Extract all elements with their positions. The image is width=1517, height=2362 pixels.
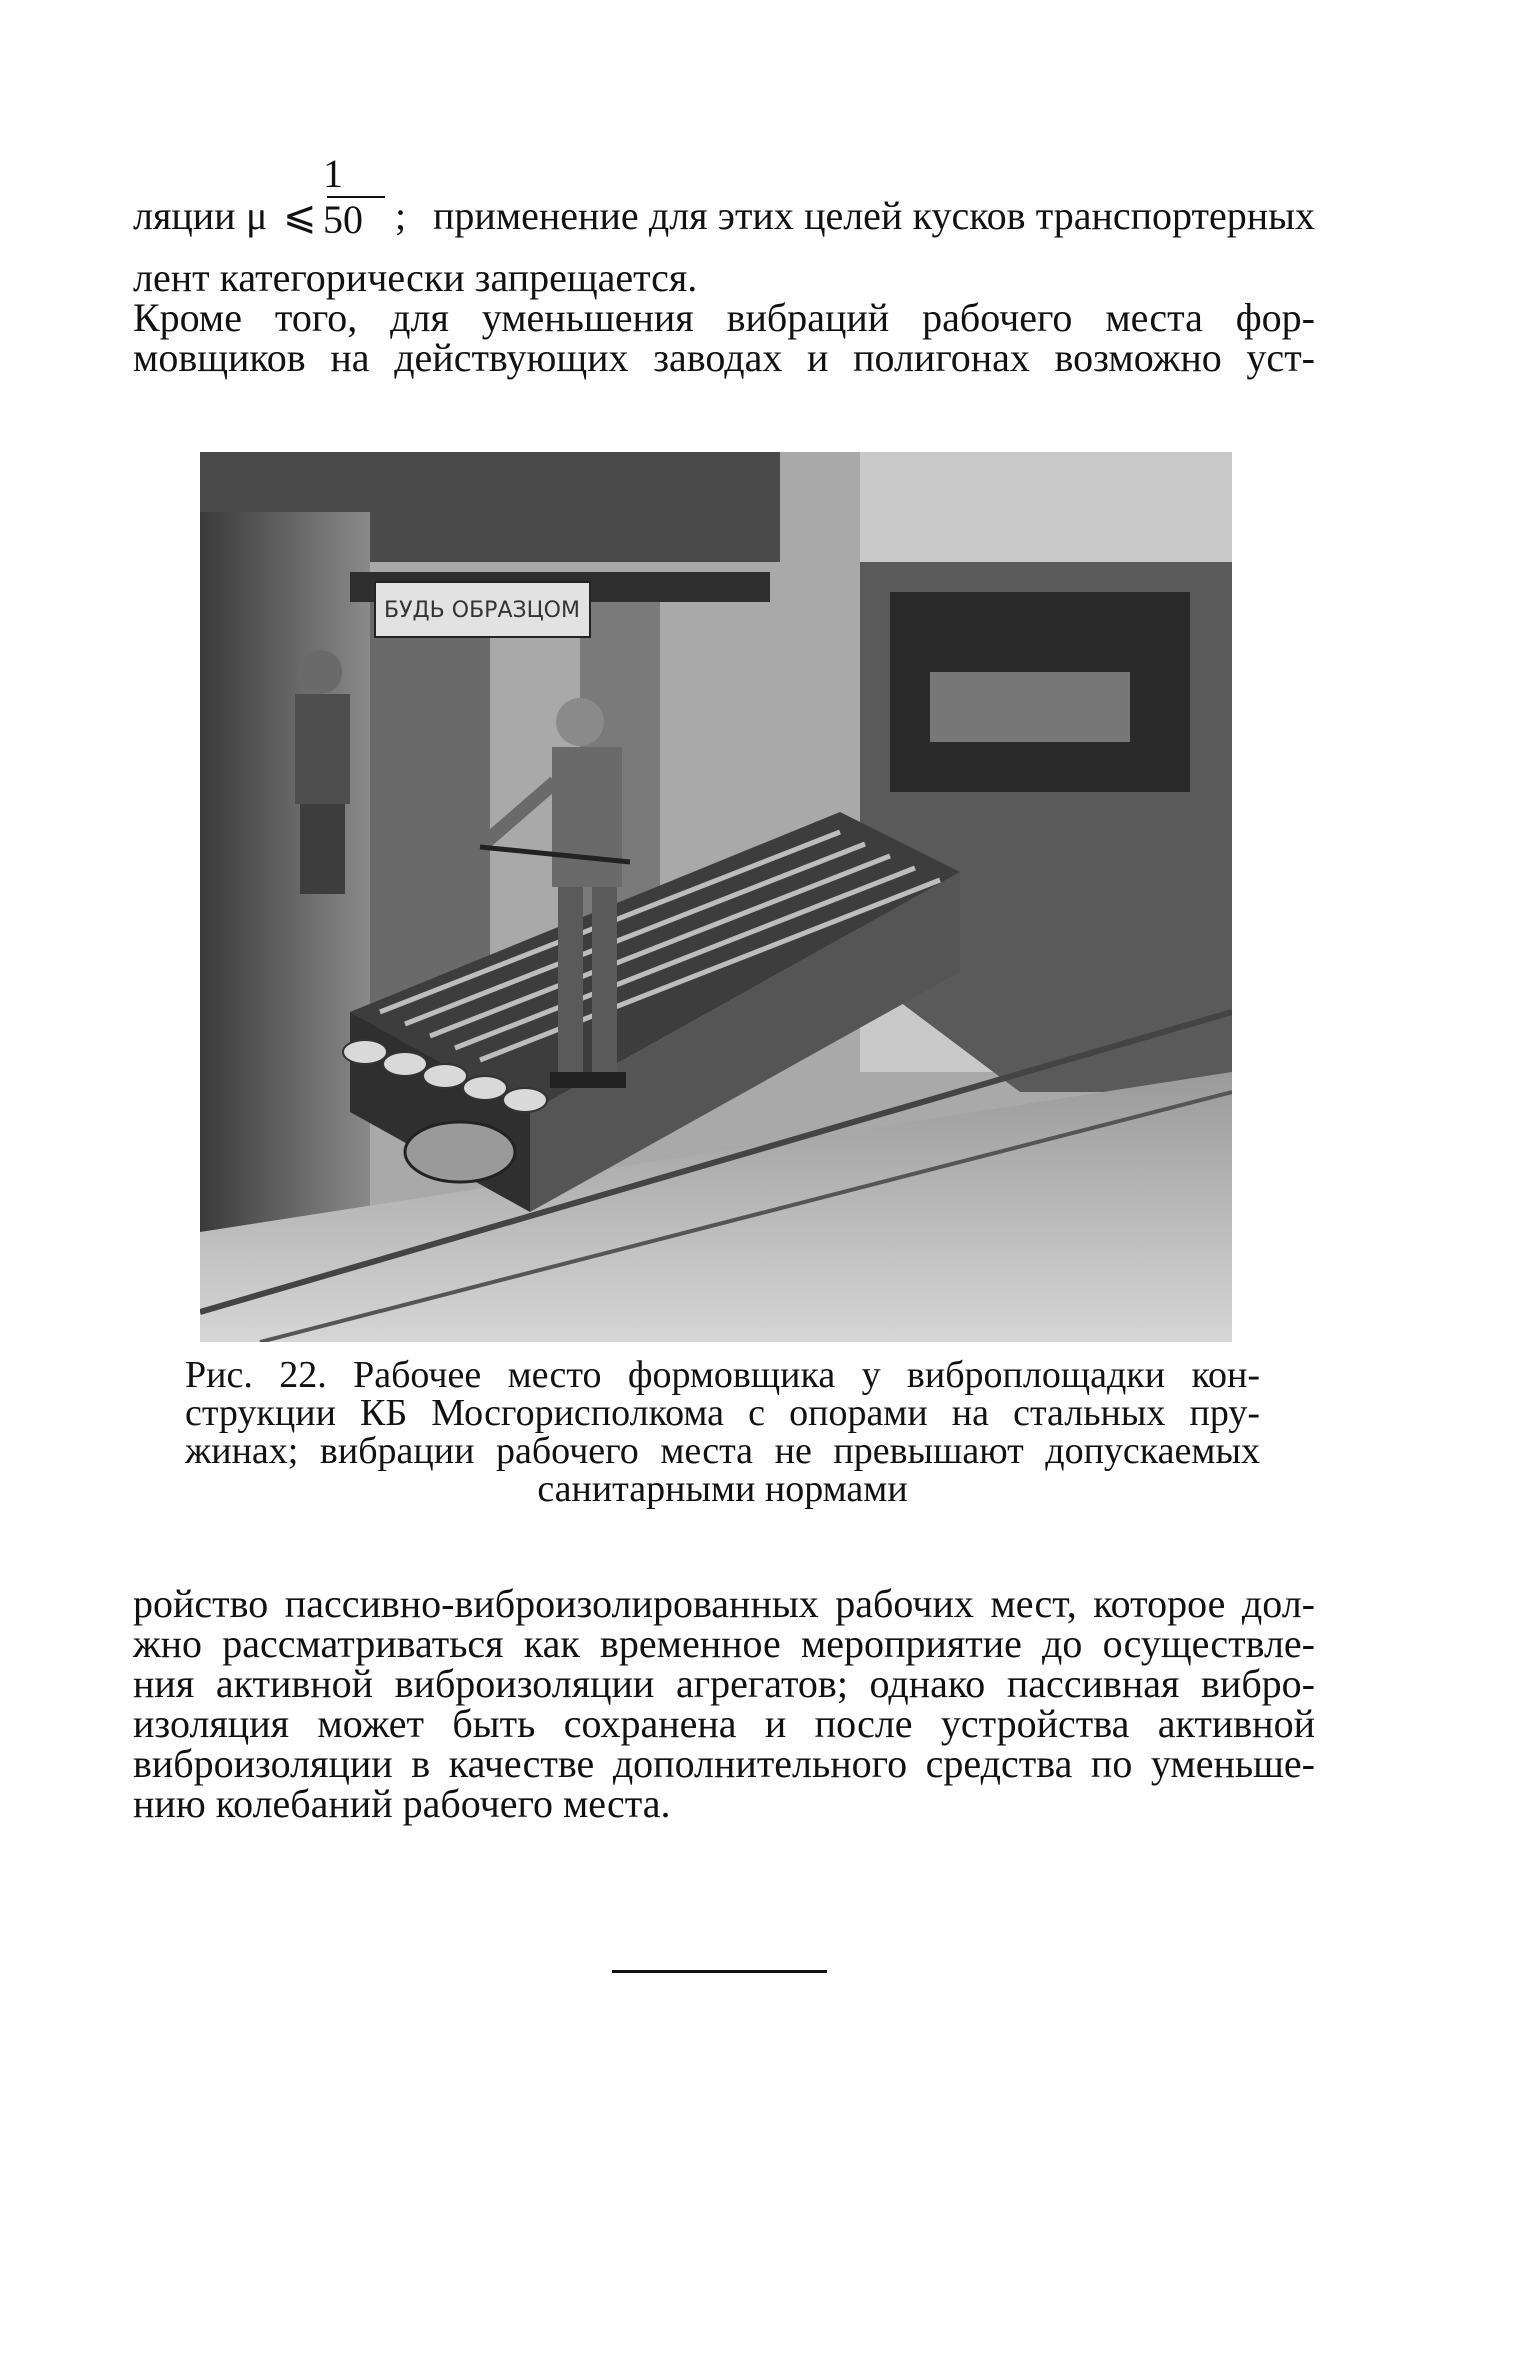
body-line-5: виброизоляции в качестве дополнительного средства по уменьше- [133, 1741, 1315, 1786]
mu-symbol: μ [246, 193, 268, 238]
body-line-4: изоляция может быть сохранена и после устройства активной [133, 1701, 1315, 1746]
body-line-2: жно рассматриваться как временное мероприятие до осуществле- [133, 1621, 1315, 1666]
text-line-2: лент категорически запрещается. [133, 255, 698, 300]
text-line-4: мовщиков на действующих заводах и полигонах возможно уст- [133, 335, 1315, 380]
factory-photo-illustration [200, 452, 1232, 1342]
fraction [323, 151, 389, 242]
factory-sign-text: БУДЬ ОБРАЗЦОМ [384, 598, 580, 623]
less-equal-symbol: ⩽ [283, 193, 317, 238]
figure-caption-line-2: струкции КБ Мосгорисполкома с опорами на стальных пру- [185, 1392, 1260, 1434]
text-line-1-rest: применение для этих целей кусков транспортерных [433, 193, 1315, 238]
end-rule [612, 1970, 827, 1973]
body-line-1: ройство пассивно-виброизолированных рабочих мест, которое дол- [133, 1581, 1315, 1626]
figure-caption-line-3: жинах; вибрации рабочего места не превышают допускаемых [185, 1430, 1260, 1472]
body-line-6: нию колебаний рабочего места. [133, 1781, 671, 1826]
figure-caption-line-4: санитарными нормами [537, 1468, 908, 1510]
fraction-numerator: 1 [323, 151, 343, 196]
text-word-lyatsii: ляции [133, 193, 236, 238]
figure-caption-line-1: Рис. 22. Рабочее место формовщика у виброплощадки кон- [185, 1354, 1260, 1396]
semicolon: ; [395, 193, 407, 238]
figure-photo [200, 452, 1232, 1342]
body-line-3: ния активной виброизоляции агрегатов; однако пассивная вибро- [133, 1661, 1315, 1706]
text-line-3: Кроме того, для уменьшения вибраций рабочего места фор- [133, 295, 1315, 340]
fraction-denominator: 50 [323, 197, 363, 242]
